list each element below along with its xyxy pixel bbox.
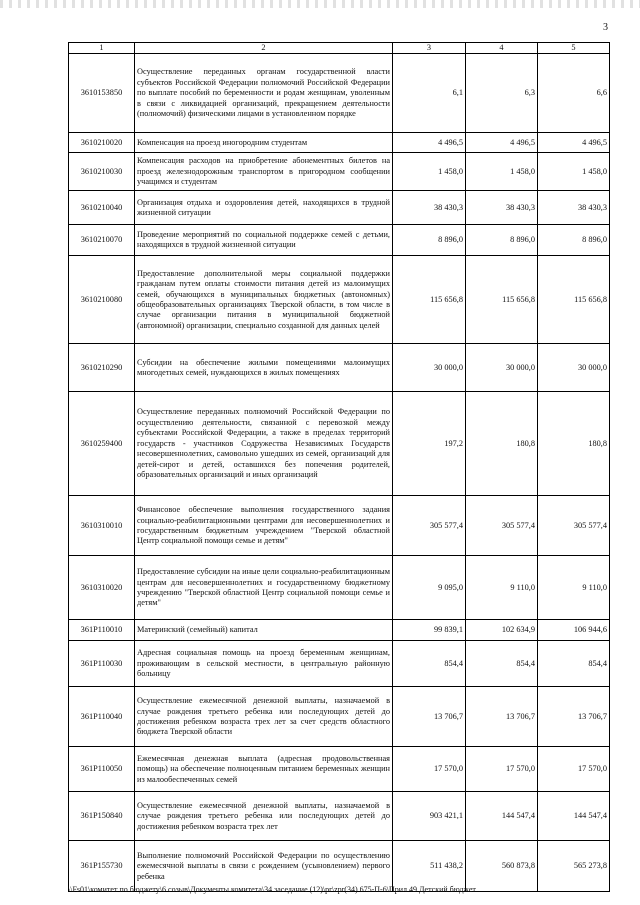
row-description: Проведение мероприятий по социальной поддержке семей с детьми, находящихся в трудной жизненной ситуации bbox=[135, 225, 393, 256]
row-code: 361P110010 bbox=[69, 620, 135, 641]
row-value-col5: 854,4 bbox=[538, 641, 610, 687]
row-value-col5: 38 430,3 bbox=[538, 191, 610, 225]
row-value-col5: 144 547,4 bbox=[538, 792, 610, 841]
row-value-col5: 180,8 bbox=[538, 392, 610, 496]
column-header: 3 bbox=[393, 43, 466, 54]
row-value-col4: 9 110,0 bbox=[466, 556, 538, 620]
row-value-col4: 30 000,0 bbox=[466, 344, 538, 392]
row-code: 3610210290 bbox=[69, 344, 135, 392]
row-value-col3: 13 706,7 bbox=[393, 687, 466, 747]
row-value-col4: 17 570,0 bbox=[466, 747, 538, 792]
row-description: Осуществление ежемесячной денежной выплаты, назначаемой в случае рождения третьего ребенка или последующих детей до достижения ребенком возраста трех лет bbox=[135, 792, 393, 841]
row-description: Финансовое обеспечение выполнения государственного задания социально-реабилитационными центрами для несовершеннолетних и государственным бюджетным учреждением "Тверской областной Центр социальной помощи семье и детям" bbox=[135, 496, 393, 556]
row-value-col4: 1 458,0 bbox=[466, 153, 538, 191]
row-value-col5: 115 656,8 bbox=[538, 256, 610, 344]
row-code: 361P150840 bbox=[69, 792, 135, 841]
row-value-col4: 6,3 bbox=[466, 54, 538, 133]
table-row bbox=[69, 747, 610, 792]
row-value-col3: 854,4 bbox=[393, 641, 466, 687]
column-header: 1 bbox=[69, 43, 135, 54]
table-row bbox=[69, 792, 610, 841]
row-value-col4: 560 873,8 bbox=[466, 841, 538, 892]
table-row bbox=[69, 191, 610, 225]
row-description: Выполнение полномочий Российской Федерации по осуществлению ежемесячной выплаты в связи с рождением (усыновлением) первого ребенка bbox=[135, 841, 393, 892]
row-value-col5: 17 570,0 bbox=[538, 747, 610, 792]
row-code: 3610210040 bbox=[69, 191, 135, 225]
row-value-col5: 1 458,0 bbox=[538, 153, 610, 191]
row-description: Организация отдыха и оздоровления детей, находящихся в трудной жизненной ситуации bbox=[135, 191, 393, 225]
row-value-col5: 305 577,4 bbox=[538, 496, 610, 556]
row-description: Субсидии на обеспечение жилыми помещениями малоимущих многодетных семей, нуждающихся в жилых помещениях bbox=[135, 344, 393, 392]
row-value-col5: 9 110,0 bbox=[538, 556, 610, 620]
row-value-col3: 115 656,8 bbox=[393, 256, 466, 344]
row-value-col3: 8 896,0 bbox=[393, 225, 466, 256]
row-code: 3610210080 bbox=[69, 256, 135, 344]
row-code: 3610210020 bbox=[69, 133, 135, 153]
row-value-col3: 6,1 bbox=[393, 54, 466, 133]
row-value-col5: 30 000,0 bbox=[538, 344, 610, 392]
row-description: Осуществление ежемесячной денежной выплаты, назначаемой в случае рождения третьего ребенка или последующих детей до достижения ребенком возраста трех лет за счет средств областного бюджета Тверской области bbox=[135, 687, 393, 747]
row-value-col4: 144 547,4 bbox=[466, 792, 538, 841]
row-description: Ежемесячная денежная выплата (адресная продовольственная помощь) на обеспечение полноценным питанием беременных женщин из малообеспеченных семей bbox=[135, 747, 393, 792]
row-code: 3610210030 bbox=[69, 153, 135, 191]
table-row bbox=[69, 256, 610, 344]
row-code: 3610310020 bbox=[69, 556, 135, 620]
row-code: 3610210070 bbox=[69, 225, 135, 256]
row-value-col4: 115 656,8 bbox=[466, 256, 538, 344]
table-row bbox=[69, 225, 610, 256]
row-value-col3: 4 496,5 bbox=[393, 133, 466, 153]
row-description: Предоставление субсидии на иные цели социально-реабилитационным центрам для несовершеннолетних и государственному бюджетному учреждению "Тверской областной Центр социальной помощи семье и детям" bbox=[135, 556, 393, 620]
row-value-col3: 511 438,2 bbox=[393, 841, 466, 892]
row-value-col3: 9 095,0 bbox=[393, 556, 466, 620]
table-row bbox=[69, 54, 610, 133]
table-row bbox=[69, 153, 610, 191]
row-code: 3610259400 bbox=[69, 392, 135, 496]
row-value-col5: 6,6 bbox=[538, 54, 610, 133]
row-value-col5: 565 273,8 bbox=[538, 841, 610, 892]
table-row bbox=[69, 687, 610, 747]
row-description: Адресная социальная помощь на проезд беременным женщинам, проживающим в сельской местности, в центральную районную больницу bbox=[135, 641, 393, 687]
budget-table bbox=[68, 42, 610, 892]
row-value-col3: 38 430,3 bbox=[393, 191, 466, 225]
row-description: Осуществление переданных органам государственной власти субъектов Российской Федерации полномочий Российской Федерации по выплате пособий по беременности и родам женщинам, уволенным в связи с ликвидацией организаций, прекращением деятельности (полномочий) физическими лицами в установленном порядке bbox=[135, 54, 393, 133]
row-code: 361P155730 bbox=[69, 841, 135, 892]
row-value-col4: 13 706,7 bbox=[466, 687, 538, 747]
document-file-path: \\Fs01\комитет по бюджету\6 созыв\Документы комитета\34 заседание (12)\pr\zpr(34) 675-П-6\Прил 49 Детский бюджет bbox=[68, 885, 476, 894]
page-number: 3 bbox=[603, 22, 608, 33]
column-header: 4 bbox=[466, 43, 538, 54]
table-header-row bbox=[69, 43, 610, 54]
row-description: Предоставление дополнительной меры социальной поддержки гражданам путем оплаты стоимости питания детей из малоимущих семей, обучающихся в муниципальных бюджетных (автономных) общеобразовательных организациях Тверской области, в том числе в случае организации питания в муниципальной бюджетной (автономной) организации, специально созданной для данных целей bbox=[135, 256, 393, 344]
row-code: 3610153850 bbox=[69, 54, 135, 133]
row-value-col4: 854,4 bbox=[466, 641, 538, 687]
row-value-col4: 38 430,3 bbox=[466, 191, 538, 225]
row-value-col4: 4 496,5 bbox=[466, 133, 538, 153]
column-header: 2 bbox=[135, 43, 393, 54]
table-row bbox=[69, 496, 610, 556]
table-row bbox=[69, 641, 610, 687]
row-value-col3: 305 577,4 bbox=[393, 496, 466, 556]
row-code: 361P110050 bbox=[69, 747, 135, 792]
row-value-col3: 197,2 bbox=[393, 392, 466, 496]
table-row bbox=[69, 620, 610, 641]
row-value-col3: 30 000,0 bbox=[393, 344, 466, 392]
row-code: 3610310010 bbox=[69, 496, 135, 556]
row-description: Компенсация на проезд иногородним студентам bbox=[135, 133, 393, 153]
table-row bbox=[69, 392, 610, 496]
row-value-col3: 903 421,1 bbox=[393, 792, 466, 841]
row-value-col5: 4 496,5 bbox=[538, 133, 610, 153]
row-value-col3: 99 839,1 bbox=[393, 620, 466, 641]
row-value-col5: 106 944,6 bbox=[538, 620, 610, 641]
row-description: Материнский (семейный) капитал bbox=[135, 620, 393, 641]
table-row bbox=[69, 344, 610, 392]
row-description: Осуществление переданных полномочий Российской Федерации по осуществлению деятельности, связанной с перевозкой между субъектами Российской Федерации, а также в пределах территорий государств - участников Содружества Независимых Государств несовершеннолетних, самовольно ушедших из семей, организаций для детей-сирот и детей, оставшихся без попечения родителей, образовательных организаций и иных организаций bbox=[135, 392, 393, 496]
scan-artifact bbox=[0, 0, 640, 8]
row-value-col5: 13 706,7 bbox=[538, 687, 610, 747]
row-description: Компенсация расходов на приобретение абонементных билетов на проезд железнодорожным транспортом в пригородном сообщении учащимся и студентам bbox=[135, 153, 393, 191]
row-value-col4: 180,8 bbox=[466, 392, 538, 496]
row-code: 361P110040 bbox=[69, 687, 135, 747]
row-value-col4: 8 896,0 bbox=[466, 225, 538, 256]
table-row bbox=[69, 556, 610, 620]
row-value-col3: 17 570,0 bbox=[393, 747, 466, 792]
row-value-col5: 8 896,0 bbox=[538, 225, 610, 256]
row-value-col4: 102 634,9 bbox=[466, 620, 538, 641]
row-value-col3: 1 458,0 bbox=[393, 153, 466, 191]
table-row bbox=[69, 133, 610, 153]
row-value-col4: 305 577,4 bbox=[466, 496, 538, 556]
row-code: 361P110030 bbox=[69, 641, 135, 687]
column-header: 5 bbox=[538, 43, 610, 54]
